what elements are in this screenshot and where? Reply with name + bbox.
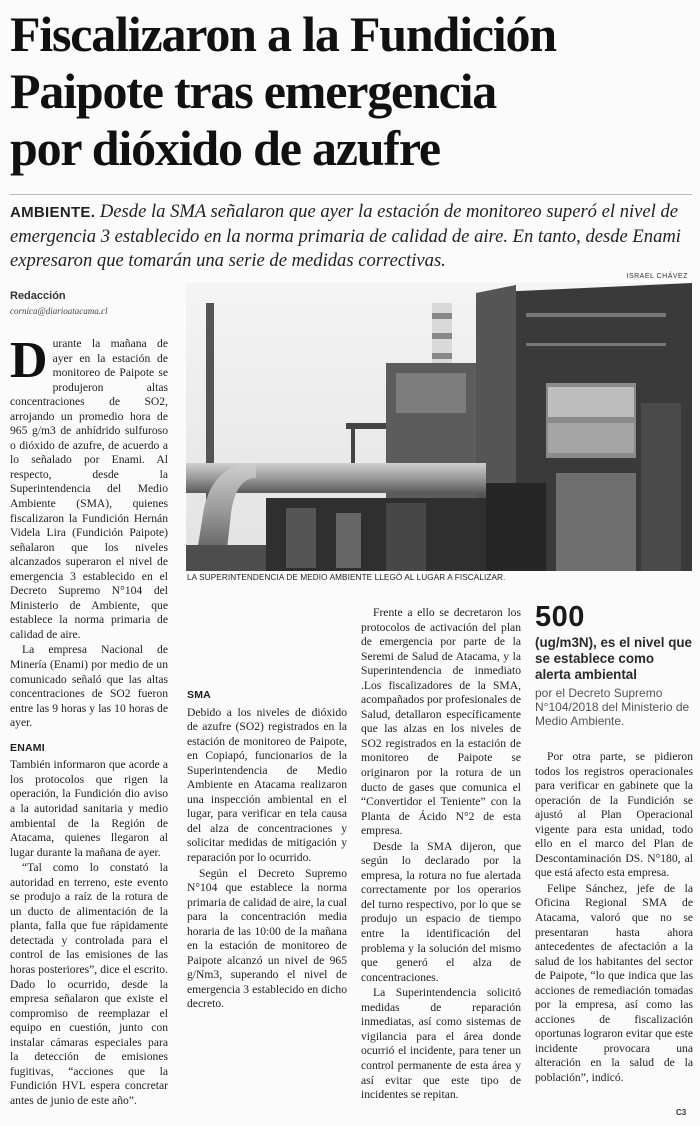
paragraph: La empresa Nacional de Minería (Enami) por medio de un comunicado señaló que las altas concentraciones de SO2 fueron entre las 9 horas y las 10 horas de ayer. [10,643,168,730]
paragraph: Durante la mañana de ayer en la estación de monitoreo de Paipote se produjeron altas concentraciones de SO2, arrojando un promedio hora de 965 g/m3 de anhídrido sulfuroso o dióxido de azufre, de acuerdo a lo señalado por Enami. Al respecto, desde la Superintendencia del Medio Ambiente (SMA), quienes fiscalizaron la Fundición Hernán Videla Lira (Fundición Paipote) señalaron que los niveles alcanzados superaron el nivel de emergencia 3 establecido en el Decreto Supremo N°104 del Ministerio de Ambiente, que establece la norma primaria de calidad de aire. [10,332,168,641]
divider [10,194,692,195]
paragraph: Frente a ello se decretaron los protocolos de activación del plan de emergencia por parte de la Seremi de Salud de Atacama, y la Superintendencia de inmediato .Los fiscalizadores de la SMA, acompañados por profesionales de Salud, detallaron específicamente que las alzas en los niveles de SO2 registrados en la estación de monitoreo de Paipote se originaron por la rotura de un ducto de gases que comunica el “Convertidor el Teniente” con la Planta de Ácido N°2 de esta empresa. [361,606,522,838]
photo-caption: LA SUPERINTENDENCIA DE MEDIO AMBIENTE LLEGÓ AL LUGAR A FISCALIZAR. [187,573,506,582]
paragraph: Según el Decreto Supremo N°104 que establece la norma primaria de calidad de aire, la cual para la concentración media horaria de las 10:00 de la mañana en la estación de monitoreo de Paipote alcanzó un nivel de 965 g/Nm3, superando el nivel de emergencia 3 establecido en dicho decreto. [187,866,347,1011]
article-column-2 [187,606,347,1013]
byline-author: Redacción [10,290,66,302]
fact-subtext: por el Decreto Supremo N°104/2018 del Ministerio de Medio Ambiente. [535,686,690,728]
paragraph: También informaron que acorde a los protocolos que rigen la operación, la Fundición dio aviso a la autoridad sanitaria y medio ambiental de la Región de Atacama, quienes llegaron al lugar durante la mañana de ayer. [10,758,168,859]
article-column-4 [535,750,693,1087]
drop-cap: D [10,332,48,389]
article-column-1 [10,332,168,1109]
section-kicker: AMBIENTE. [10,204,96,221]
paragraph: La Superintendencia solicitó medidas de reparación inmediatas, así como sistemas de vigilancia para el área donde ocurrió el incidente, para tener un control permanente de esta área y así evitar que este tipo de incidentes se repitan. [361,986,521,1102]
subhead-enami: ENAMI [10,741,45,754]
end-mark: C3 [676,1108,687,1117]
fact-box [535,600,693,728]
photo-credit: ISRAEL CHÁVEZ [626,273,688,280]
lead-text: Desde la SMA señalaron que ayer la estación de monitoreo superó el nivel de emergencia 3 establecido en la norma primaria de calidad de aire. En tanto, desde Enami expresaron que tomarán una serie de medidas correctivas. [10,201,681,271]
lead-paragraph [10,200,694,273]
factory-photo-illustration [186,283,692,571]
headline: Fiscalizaron a la Fundición Paipote tras emergencia por dióxido de azufre [10,6,556,176]
fact-number: 500 [535,601,585,633]
paragraph: Por otra parte, se pidieron todos los registros operacionales para verificar en gabinete que la operación de la Fundición se ajustó al Plan Operacional vigente para esta unidad, todo ello en el marco del Plan de Descontaminación DS. N°180, al que está afecto esta empresa. [535,750,693,880]
subhead-sma: SMA [187,689,211,701]
article-column-3 [361,606,521,1104]
byline-email[interactable]: cornica@diarioatacama.cl [10,306,108,316]
article-photo [186,283,692,571]
paragraph: Felipe Sánchez, jefe de la Oficina Regional SMA de Atacama, valoró que no se presentaran hasta ahora antecedentes de afectación a la salud de los habitantes del sector de Paipote, “lo que indica que las acciones de remediación tomadas por la empresa, así como las acciones de fiscalización oportunas lograron evitar que este incidente provocara una alteración en la salud de la población”, indicó. [535,881,693,1085]
paragraph: Debido a los niveles de dióxido de azufre (SO2) registrados en la estación de monitoreo de Paipote, en Copiapó, funcionarios de la Superintendencia de Medio Ambiente en Atacama realizaron una inspección ambiental en el lugar, para verificar en tela causa del alza de concentraciones y solicitar medidas de mitigación y reparación por lo ocurrido. [187,705,347,865]
fact-headline: (ug/m3N), es el nivel que se establece como alerta ambiental [535,635,693,682]
paragraph: Desde la SMA dijeron, que según lo declarado por la empresa, la rotura no fue alertada correctamente por los operarios del turno respectivo, por lo que se produjo un espacio de tiempo entre la identificación del problema y la solución del mismo que generó el alza de concentraciones. [361,839,521,984]
paragraph: “Tal como lo constató la autoridad en terreno, este evento se produjo a raíz de la rotura de un ducto de alimentación de la planta, falla que fue rápidamente detectada y controlada para el control de las emisiones de las horas posteriores”, dice el escrito. Dado lo ocurrido, desde la empresa señalaron que existe el compromiso de reemplazar el equipo en cuestión, junto con instalar cámaras especiales para la detección de emisiones fugitivas, “acciones que la Fundición HVL espera concretar antes de junio de este año”. [10,861,168,1107]
